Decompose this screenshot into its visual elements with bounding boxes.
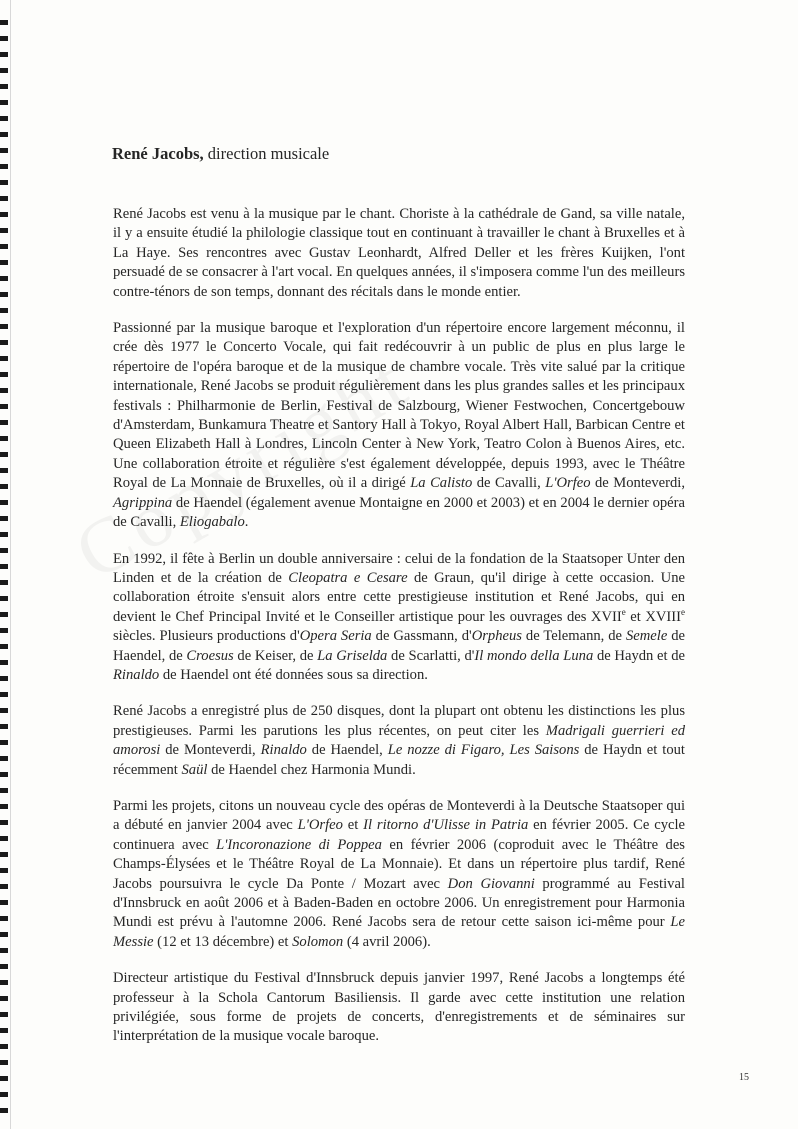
page-edge — [10, 0, 11, 1129]
artist-role: direction musicale — [203, 144, 330, 163]
paragraph-4: René Jacobs a enregistré plus de 250 disques, dont la plupart ont obtenu les distinctions les plus prestigieuses. Parmi les parutions les plus récentes, on peut citer les Madrigali guerrieri ed amorosi de Monteverdi, Rinaldo de Haendel, Le nozze di Figaro, Les Saisons de Haydn et tout récemment Saül de Haendel chez Harmonia Mundi. — [113, 703, 685, 778]
page-number: 15 — [739, 1072, 749, 1083]
paragraph-3: En 1992, il fête à Berlin un double anniversaire : celui de la fondation de la Staatsoper Unter den Linden et de la création de Cleopatra e Cesare de Graun, qu'il dirige à cette occasion. Une collaboration étroite s'ensuit alors entre cette prestigieuse institution et René Jacobs, qui en devient le Chef Principal Invité et le Conseiller artistique pour les ouvrages des XVIIe et XVIIIe siècles. Plusieurs productions d'Opera Seria de Gassmann, d'Orpheus de Telemann, de Semele de Haendel, de Croesus de Keiser, de La Griselda de Scarlatti, d'Il mondo della Luna de Haydn et de Rinaldo de Haendel ont été données sous sa direction. — [113, 550, 686, 683]
paragraph-6: Directeur artistique du Festival d'Innsbruck depuis janvier 1997, René Jacobs a longtemps été professeur à la Schola Cantorum Basiliensis. Il garde avec cette institution une relation privilégiée, sous forme de projets de concerts, d'enregistrements et de séminaires sur l'interprétation de la musique vocale baroque. — [113, 970, 685, 1045]
paragraph-2: Passionné par la musique baroque et l'exploration d'un répertoire encore largement méconnu, il crée dès 1977 le Concerto Vocale, qui fait redécouvrir à un public de plus en plus large le répertoire de l'opéra baroque et de la musique de chambre vocale. Très vite salué par la critique internationale, René Jacobs se produit régulièrement dans les plus grandes salles et les principaux festivals : Philharmonie de Berlin, Festival de Salzbourg, Wiener Festwochen, Concertgebouw d'Amsterdam, Bunkamura Theatre et Santory Hall à Tokyo, Royal Albert Hall, Barbican Centre et Queen Elizabeth Hall à Londres, Lincoln Center à New York, Teatro Colon à Buenos Aires, etc. Une collaboration étroite et régulière s'est également développée, depuis 1993, avec le Théâtre Royal de La Monnaie de Bruxelles, où il a dirigé La Calisto de Cavalli, L'Orfeo de Monteverdi, Agrippina de Haendel (également avenue Montaigne en 2000 et 2003) et en 2004 le dernier opéra de Cavalli, Eliogabalo. — [113, 320, 685, 531]
paragraph-1: René Jacobs est venu à la musique par le chant. Choriste à la cathédrale de Gand, sa ville natale, il y a ensuite étudié la philologie classique tout en continuant à travailler le chant à Bruxelles et à La Haye. Ses rencontres avec Gustav Leonhardt, Alfred Deller et les frères Kuijken, l'ont persuadé de se consacrer à l'art vocal. En quelques années, il s'imposera comme l'un des meilleurs contre-ténors de son temps, donnant des récitals dans le monde entier. — [113, 206, 685, 300]
biography-text — [113, 205, 685, 1064]
spiral-binding — [0, 20, 8, 1120]
paragraph-5: Parmi les projets, citons un nouveau cycle des opéras de Monteverdi à la Deutsche Staatsoper qui a débuté en janvier 2004 avec L'Orfeo et Il ritorno d'Ulisse in Patria en février 2005. Ce cycle continuera avec L'Incoronazione di Poppea en février 2006 (coproduit avec le Théâtre des Champs-Élysées et le Théâtre Royal de La Monnaie). Et dans un répertoire plus tardif, René Jacobs poursuivra le cycle Da Ponte / Mozart avec Don Giovanni programmé au Festival d'Innsbruck en août 2006 et à Baden-Baden en octobre 2006. Un enregistrement pour Harmonia Mundi est prévu à l'automne 2006. René Jacobs sera de retour cette saison ici-même pour Le Messie (12 et 13 décembre) et Solomon (4 avril 2006). — [113, 797, 686, 950]
artist-name: René Jacobs, — [112, 144, 204, 163]
section-heading — [112, 144, 329, 164]
